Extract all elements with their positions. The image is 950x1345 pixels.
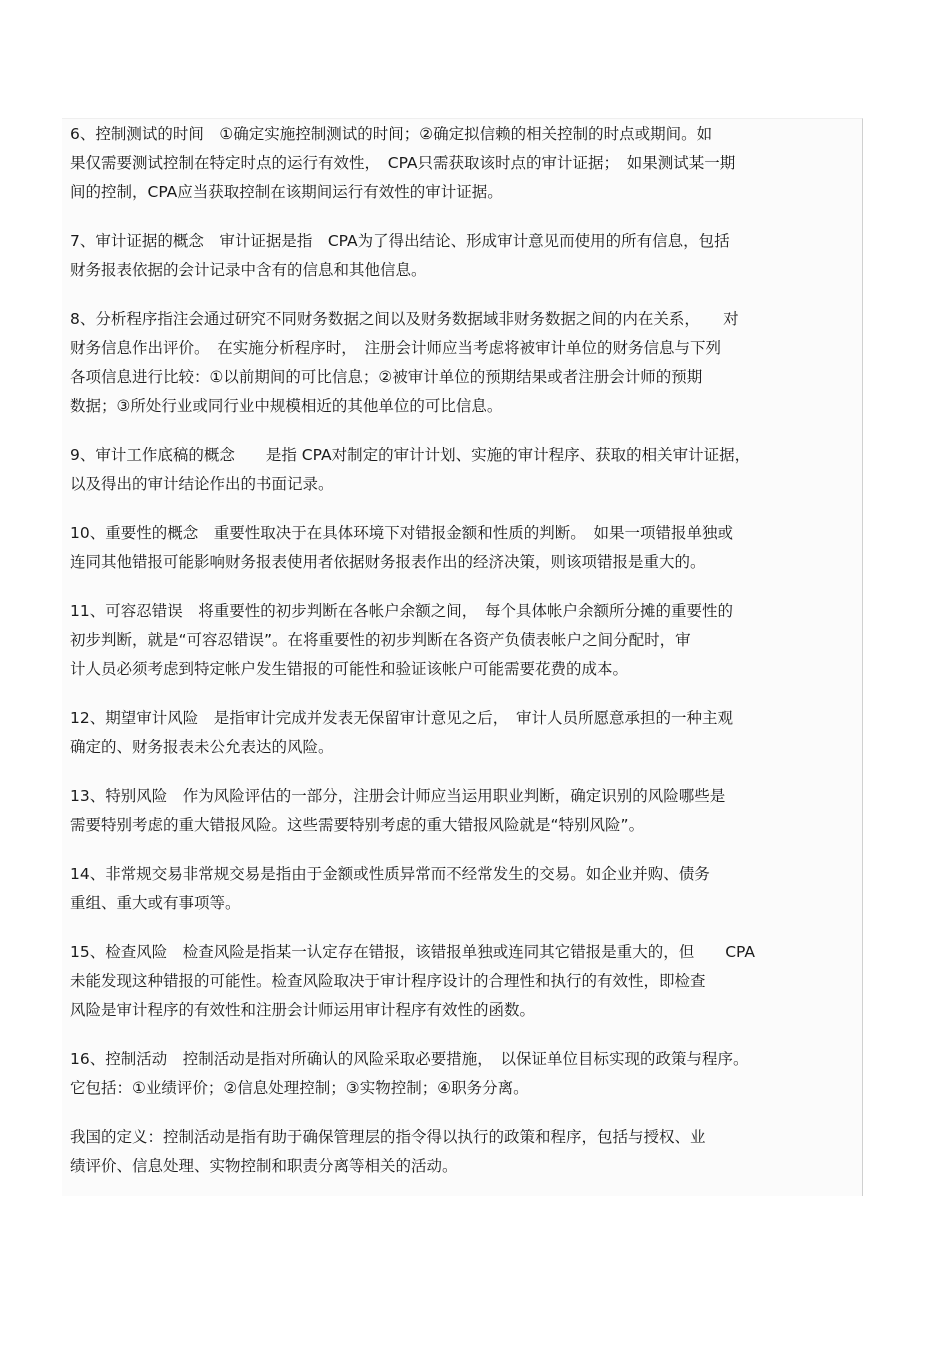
paragraph-10: [70, 519, 875, 577]
text-line: 重组、重大或有事项等。: [70, 894, 241, 912]
paragraph-12: [70, 704, 875, 762]
text-line: 风险是审计程序的有效性和注册会计师运用审计程序有效性的函数。: [70, 1001, 536, 1019]
text-line: 绩评价、信息处理、实物控制和职责分离等相关的活动。: [70, 1157, 458, 1175]
paragraph-14: [70, 860, 875, 918]
text-line: 需要特别考虑的重大错报风险。这些需要特别考虑的重大错报风险就是“特别风险”。: [70, 816, 645, 834]
text-line: 13、特别风险 作为风险评估的一部分，注册会计师应当运用职业判断，确定识别的风险哪些是: [70, 787, 726, 805]
paragraph-definition: [70, 1123, 875, 1181]
text-line: 数据；③所处行业或同行业中规模相近的其他单位的可比信息。: [70, 397, 503, 415]
paragraph-13: [70, 782, 875, 840]
text-line: 15、检查风险 检查风险是指某一认定存在错报，该错报单独或连同其它错报是重大的，但 CPA: [70, 943, 756, 961]
text-line: 财务报表依据的会计记录中含有的信息和其他信息。: [70, 261, 427, 279]
text-line: 12、期望审计风险 是指审计完成并发表无保留审计意见之后， 审计人员所愿意承担的一种主观: [70, 709, 733, 727]
document-body: [70, 120, 875, 1201]
text-line: 10、重要性的概念 重要性取决于在具体环境下对错报金额和性质的判断。 如果一项错报单独或: [70, 524, 733, 542]
paragraph-16: [70, 1045, 875, 1103]
text-line: 果仅需要测试控制在特定时点的运行有效性， CPA只需获取该时点的审计证据； 如果测试某一期: [70, 154, 736, 172]
text-line: 以及得出的审计结论作出的书面记录。: [70, 475, 334, 493]
text-line: 14、非常规交易非常规交易是指由于金额或性质异常而不经常发生的交易。如企业并购、债务: [70, 865, 710, 883]
paragraph-6: [70, 120, 875, 207]
text-line: 连同其他错报可能影响财务报表使用者依据财务报表作出的经济决策，则该项错报是重大的。: [70, 553, 706, 571]
paragraph-11: [70, 597, 875, 684]
text-line: 我国的定义：控制活动是指有助于确保管理层的指令得以执行的政策和程序，包括与授权、业: [70, 1128, 706, 1146]
paragraph-9: [70, 441, 875, 499]
text-line: 各项信息进行比较：①以前期间的可比信息；②被审计单位的预期结果或者注册会计师的预期: [70, 368, 703, 386]
paragraph-8: [70, 305, 875, 421]
text-line: 11、可容忍错误 将重要性的初步判断在各帐户余额之间， 每个具体帐户余额所分摊的重要性的: [70, 602, 733, 620]
paragraph-7: [70, 227, 875, 285]
text-line: 6、控制测试的时间 ①确定实施控制测试的时间；②确定拟信赖的相关控制的时点或期间。如: [70, 125, 713, 143]
text-line: 7、审计证据的概念 审计证据是指 CPA为了得出结论、形成审计意见而使用的所有信息，包括: [70, 232, 730, 250]
paragraph-15: [70, 938, 875, 1025]
text-line: 计人员必须考虑到特定帐户发生错报的可能性和验证该帐户可能需要花费的成本。: [70, 660, 629, 678]
text-line: 间的控制，CPA应当获取控制在该期间运行有效性的审计证据。: [70, 183, 503, 201]
text-line: 9、审计工作底稿的概念 是指 CPA对制定的审计计划、实施的审计程序、获取的相关审计证据，: [70, 446, 751, 464]
text-line: 财务信息作出评价。 在实施分析程序时， 注册会计师应当考虑将被审计单位的财务信息与下列: [70, 339, 722, 357]
text-line: 未能发现这种错报的可能性。检查风险取决于审计程序设计的合理性和执行的有效性，即检查: [70, 972, 706, 990]
text-line: 8、分析程序指注会通过研究不同财务数据之间以及财务数据域非财务数据之间的内在关系， 对: [70, 310, 739, 328]
text-line: 确定的、财务报表未公允表达的风险。: [70, 738, 334, 756]
text-line: 初步判断，就是“可容忍错误”。在将重要性的初步判断在各资产负债表帐户之间分配时，审: [70, 631, 691, 649]
text-line: 16、控制活动 控制活动是指对所确认的风险采取必要措施， 以保证单位目标实现的政策与程序。: [70, 1050, 749, 1068]
text-line: 它包括：①业绩评价；②信息处理控制；③实物控制；④职务分离。: [70, 1079, 529, 1097]
